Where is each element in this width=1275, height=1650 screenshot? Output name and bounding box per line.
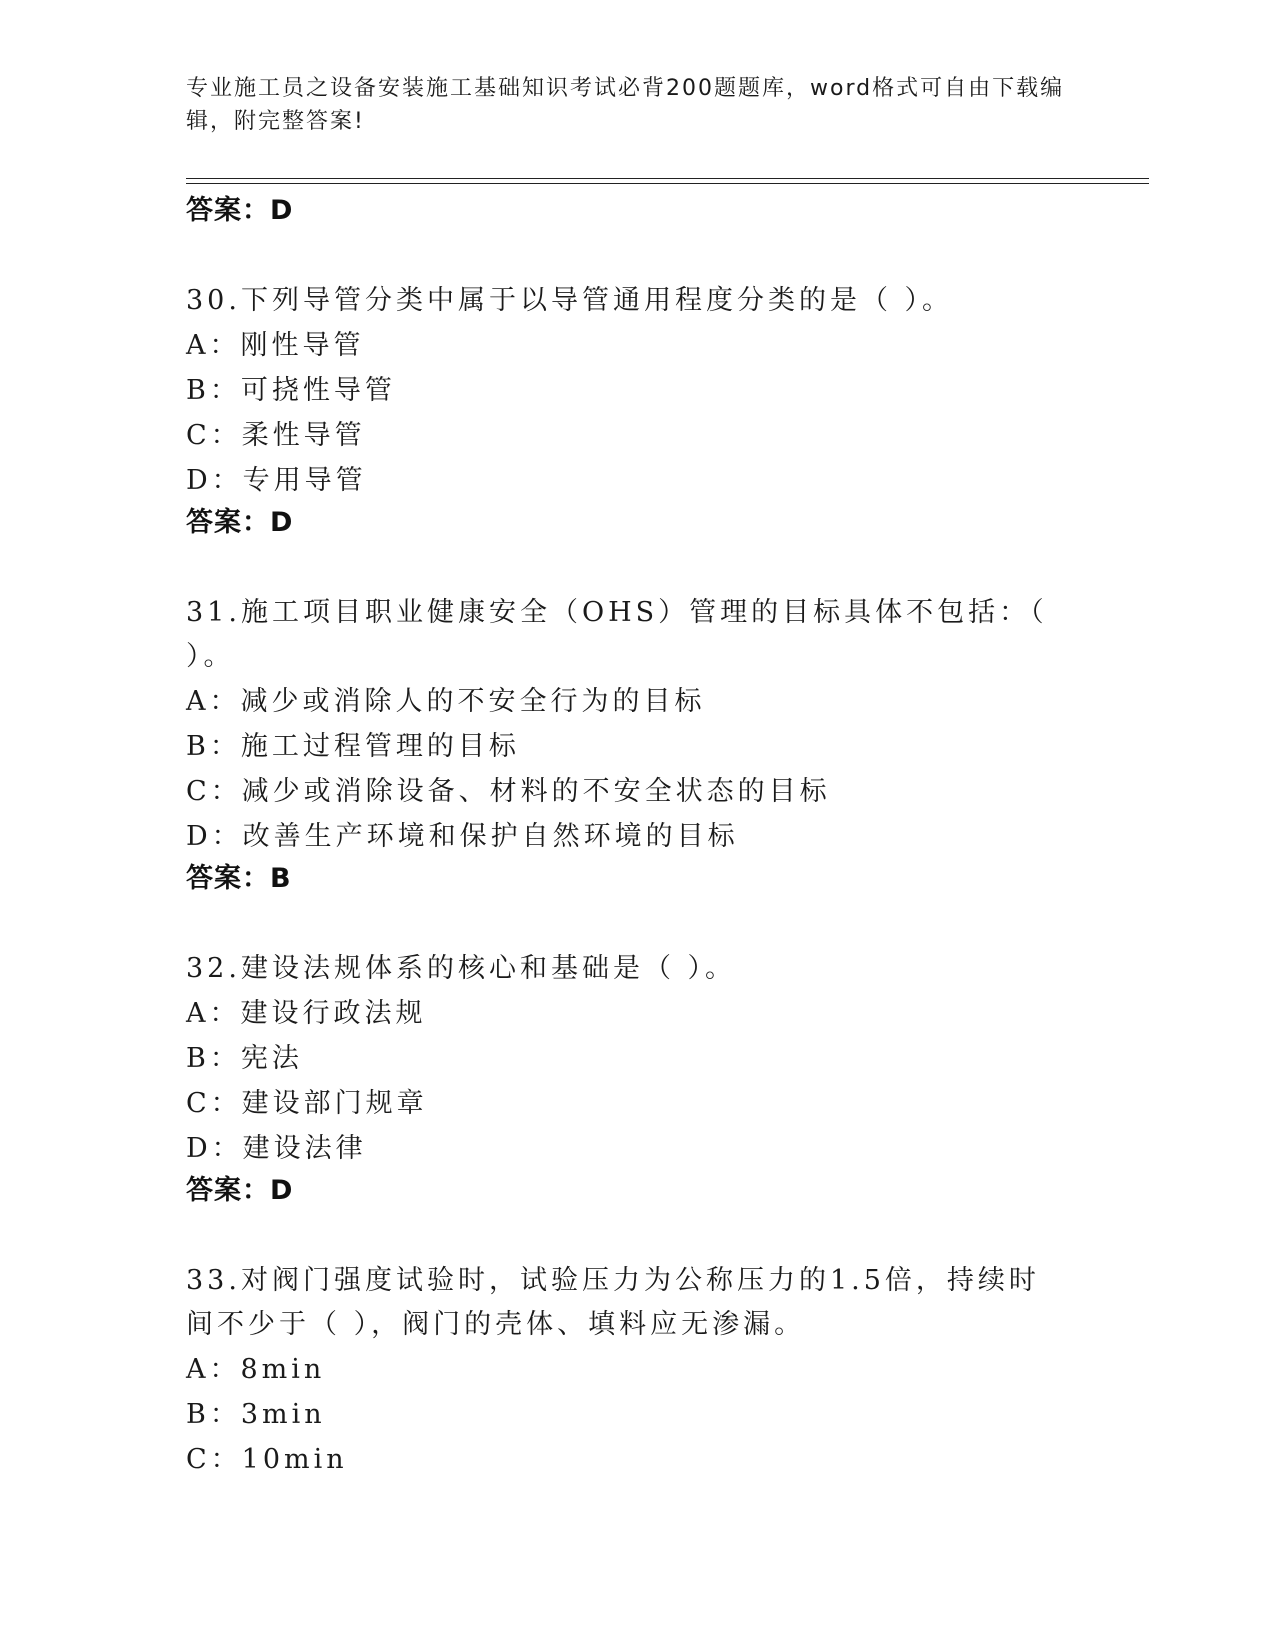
option-c: C：柔性导管	[186, 420, 366, 451]
option-b: B：施工过程管理的目标	[186, 731, 520, 762]
option-c: C：建设部门规章	[186, 1088, 428, 1119]
header-rule-bottom	[186, 183, 1149, 184]
option-a: A：8min	[186, 1354, 326, 1385]
answer-line: 答案：B	[186, 863, 292, 894]
option-b: B：可挠性导管	[186, 375, 396, 406]
option-a: A：建设行政法规	[186, 998, 427, 1029]
header-rule-top	[186, 178, 1149, 179]
question-stem: 32.建设法规体系的核心和基础是（ ）。	[186, 953, 737, 984]
option-d: D：专用导管	[186, 465, 367, 496]
option-d: D：建设法律	[186, 1133, 367, 1164]
option-a: A：刚性导管	[186, 330, 365, 361]
option-c: C：减少或消除设备、材料的不安全状态的目标	[186, 776, 831, 807]
option-b: B：宪法	[186, 1043, 303, 1074]
question-31	[186, 591, 1086, 899]
question-30	[186, 279, 1086, 543]
option-c: C：10min	[186, 1444, 348, 1475]
question-stem: 33.对阀门强度试验时，试验压力为公称压力的1.5倍，持续时间不少于（ ），阀门的壳体、填料应无渗漏。	[186, 1265, 1040, 1340]
question-32	[186, 947, 1086, 1211]
answer-line: 答案：D	[186, 1175, 294, 1206]
question-stem: 30.下列导管分类中属于以导管通用程度分类的是（ ）。	[186, 285, 954, 316]
option-d: D：改善生产环境和保护自然环境的目标	[186, 821, 739, 852]
answer-line: 答案：D	[186, 507, 294, 538]
question-stem: 31.施工项目职业健康安全（OHS）管理的目标具体不包括：（ ）。	[186, 597, 1048, 672]
document-header: 专业施工员之设备安装施工基础知识考试必背200题题库，word格式可自由下载编辑，附完整答案!	[186, 76, 1065, 134]
question-33	[186, 1259, 1086, 1482]
answer-line: 答案：D	[186, 195, 294, 226]
option-a: A：减少或消除人的不安全行为的目标	[186, 686, 706, 717]
question-list	[186, 191, 1086, 1482]
option-b: B：3min	[186, 1399, 326, 1430]
